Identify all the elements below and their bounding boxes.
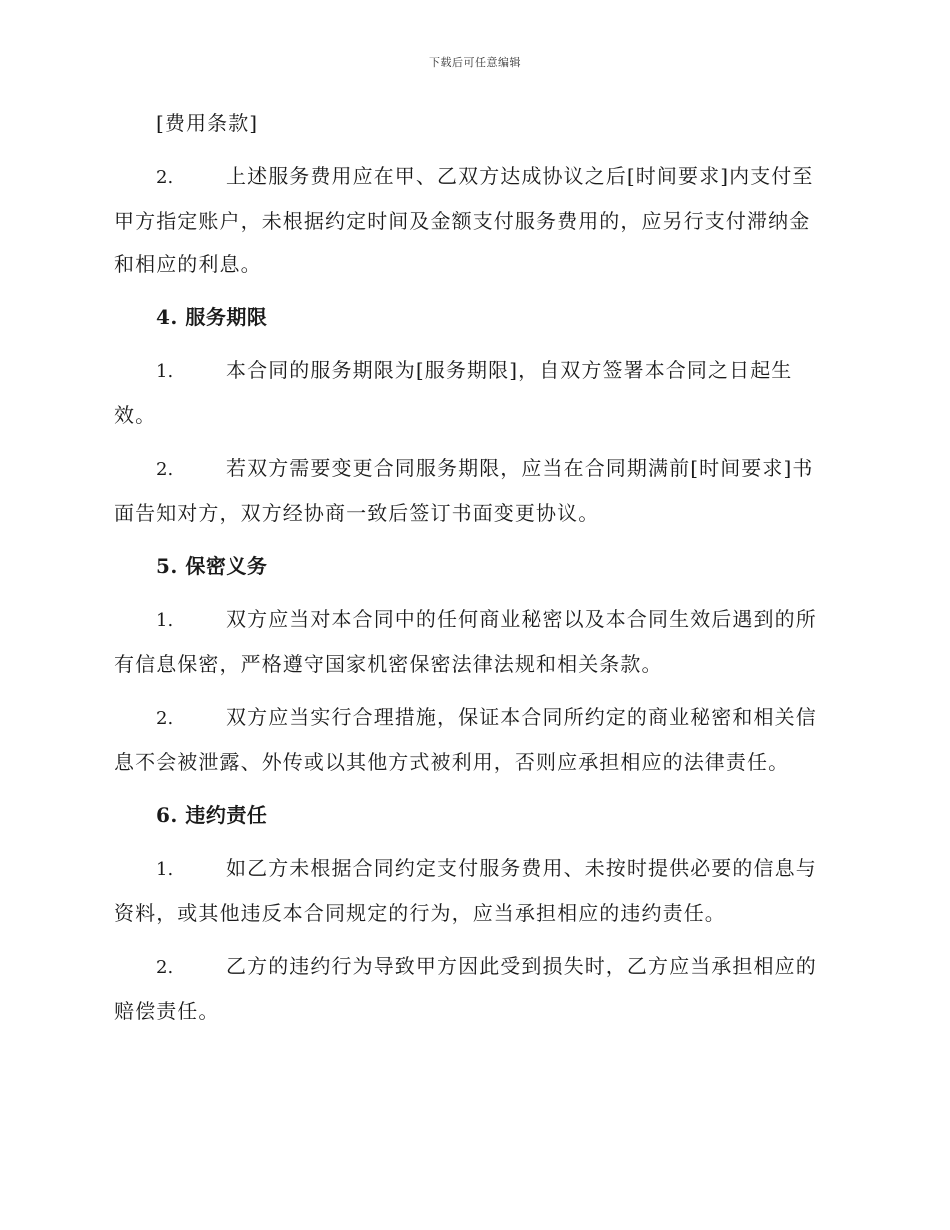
paragraph-text: 乙方的违约行为导致甲方因此受到损失时，乙方应当承担相应的 — [226, 954, 817, 978]
section4-item2-line2: 面告知对方，双方经协商一致后签订书面变更协议。 — [114, 501, 600, 525]
section5-item1-line1 — [114, 604, 834, 636]
section4-item1 — [114, 355, 834, 430]
list-number: 2. — [156, 459, 174, 480]
page-header: 下载后可任意编辑 — [429, 56, 521, 69]
section3-item2 — [114, 161, 834, 279]
section3-item2-line3: 和相应的利息。 — [114, 252, 262, 276]
section3-item2-line1 — [114, 161, 834, 193]
fee-clause-placeholder — [114, 108, 834, 138]
section5-item1-line2: 有信息保密，严格遵守国家机密保密法律法规和相关条款。 — [114, 652, 663, 676]
fee-clause-text: [费用条款] — [156, 111, 259, 135]
section6-item1 — [114, 853, 834, 928]
section5-item2-line1 — [114, 702, 834, 734]
list-number: 1. — [156, 610, 174, 631]
list-number: 2. — [156, 708, 174, 729]
list-number: 2. — [156, 957, 174, 978]
section5-item2-line2: 息不会被泄露、外传或以其他方式被利用，否则应承担相应的法律责任。 — [114, 750, 790, 774]
paragraph-text: 双方应当实行合理措施，保证本合同所约定的商业秘密和相关信 — [226, 705, 817, 729]
section5-heading: 5. 保密义务 — [156, 554, 268, 578]
section5-heading-block — [114, 551, 834, 581]
section4-item2 — [114, 453, 834, 528]
section4-heading-block — [114, 302, 834, 332]
list-number: 1. — [156, 361, 174, 382]
section5-item1 — [114, 604, 834, 679]
section4-item2-line1 — [114, 453, 834, 485]
section6-item2-line2: 赔偿责任。 — [114, 999, 220, 1023]
paragraph-text: 若双方需要变更合同服务期限，应当在合同期满前[时间要求]书 — [226, 456, 814, 480]
section6-heading-block — [114, 800, 834, 830]
section6-heading: 6. 违约责任 — [156, 803, 268, 827]
section3-item2-line2: 甲方指定账户，未根据约定时间及金额支付服务费用的，应另行支付滞纳金 — [114, 209, 811, 233]
paragraph-text: 本合同的服务期限为[服务期限]，自双方签署本合同之日起生 — [226, 358, 793, 382]
section4-item1-line1 — [114, 355, 834, 387]
section6-item1-line2: 资料，或其他违反本合同规定的行为，应当承担相应的违约责任。 — [114, 901, 726, 925]
section6-item2 — [114, 951, 834, 1026]
section4-heading: 4. 服务期限 — [156, 305, 268, 329]
list-number: 1. — [156, 859, 174, 880]
section4-item1-line2: 效。 — [114, 403, 157, 427]
paragraph-text: 上述服务费用应在甲、乙双方达成协议之后[时间要求]内支付至 — [226, 164, 814, 188]
paragraph-text: 如乙方未根据合同约定支付服务费用、未按时提供必要的信息与 — [226, 856, 817, 880]
list-number: 2. — [156, 167, 174, 188]
section6-item1-line1 — [114, 853, 834, 885]
document-body — [114, 108, 834, 1049]
section5-item2 — [114, 702, 834, 777]
section6-item2-line1 — [114, 951, 834, 983]
paragraph-text: 双方应当对本合同中的任何商业秘密以及本合同生效后遇到的所 — [226, 607, 817, 631]
